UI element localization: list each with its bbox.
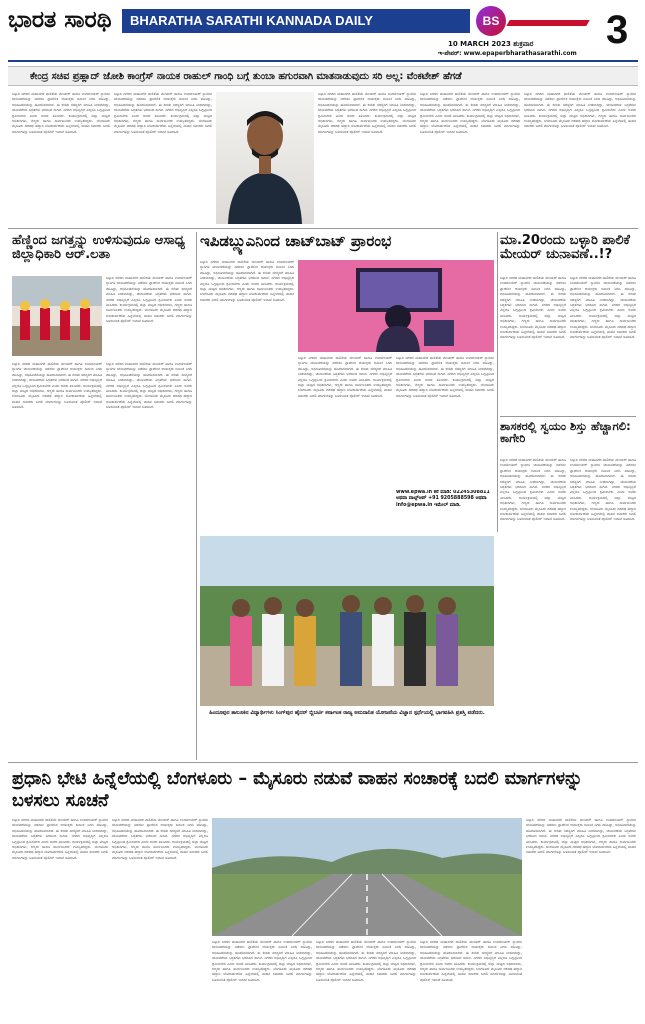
- masthead: [8, 6, 638, 58]
- dance-illustration: [12, 276, 102, 356]
- masthead-red-stripe: [506, 20, 589, 26]
- ilkal-article-body-1: ಬಳ್ಳಾರಿ ನಗರದ ಮಹಾನಗರ ಪಾಲಿಕೆಯ ಮೇಯರ್ ಹಾಗೂ ಉಪಮೇಯರ್ ಸ್ಥಾನಗಳ ಚುನಾವಣೆಯನ್ನು ನಡೆಸಲು ಪ್ರಾದೇಶಿಕ ಆಯುಕ್ತರು ದಿನಾಂಕ ನಿಗದಿ ಪಡಿಸಿದ್ದು, ಅಧಿಸೂಚನೆಯನ್ನು ಹೊರಡಿಸಲಾಗಿದೆ. ಈ ಕುರಿತು ಸದಸ್ಯರಿಗೆ ಮಾಹಿತಿ ನೀಡಲಾಗಿದ್ದು, ಚುನಾವಣೆಯ ಸಿದ್ಧತೆಗಳು ಭರದಿಂದ ಸಾಗಿವೆ. ನಗರದ ಅಭಿವೃದ್ಧಿಗೆ ಎಲ್ಲರೂ ಒಗ್ಗಟ್ಟಿನಿಂದ ಶ್ರಮಿಸಬೇಕು ಎಂದು ಅವರು ತಿಳಿಸಿದರು. ಕಾರ್ಯಕ್ರಮದಲ್ಲಿ ಜಿಲ್ಲಾ ಮಟ್ಟದ ಅಧಿಕಾರಿಗಳು, ಗಣ್ಯರು ಹಾಗೂ ಸಾರ್ವಜನಿಕರು ಉಪಸ್ಥಿತರಿದ್ದರು. ಬೆಂಗಳೂರು ಮೈಸೂರು ದಶಪಥ ಹೆದ್ದಾರಿ ಲೋಕಾರ್ಪಣೆಯ ಹಿನ್ನೆಲೆಯಲ್ಲಿ ವಾಹನ ಸವಾರರು ಬದಲಿ ಮಾರ್ಗಗಳನ್ನು ಬಳಸುವಂತೆ ಪೊಲೀಸ್ ಇಲಾಖೆ ಸೂಚಿಸಿದೆ.: [12, 362, 102, 410]
- chatbot-contact: www.epwa.in ಕರೆ ಮಾಡಿ: 02245308811 ಅಥವಾ ವಾಟ್ಸ್ಆಪ್ +91 9205888598 ಅಥವಾ info@epwa.in ಇಮೇಲ್ ಮಾಡಿ.: [396, 490, 490, 508]
- banner-article-col-3: ಬಳ್ಳಾರಿ ನಗರದ ಮಹಾನಗರ ಪಾಲಿಕೆಯ ಮೇಯರ್ ಹಾಗೂ ಉಪಮೇಯರ್ ಸ್ಥಾನಗಳ ಚುನಾವಣೆಯನ್ನು ನಡೆಸಲು ಪ್ರಾದೇಶಿಕ ಆಯುಕ್ತರು ದಿನಾಂಕ ನಿಗದಿ ಪಡಿಸಿದ್ದು, ಅಧಿಸೂಚನೆಯನ್ನು ಹೊರಡಿಸಲಾಗಿದೆ. ಈ ಕುರಿತು ಸದಸ್ಯರಿಗೆ ಮಾಹಿತಿ ನೀಡಲಾಗಿದ್ದು, ಚುನಾವಣೆಯ ಸಿದ್ಧತೆಗಳು ಭರದಿಂದ ಸಾಗಿವೆ. ನಗರದ ಅಭಿವೃದ್ಧಿಗೆ ಎಲ್ಲರೂ ಒಗ್ಗಟ್ಟಿನಿಂದ ಶ್ರಮಿಸಬೇಕು ಎಂದು ಅವರು ತಿಳಿಸಿದರು. ಕಾರ್ಯಕ್ರಮದಲ್ಲಿ ಜಿಲ್ಲಾ ಮಟ್ಟದ ಅಧಿಕಾರಿಗಳು, ಗಣ್ಯರು ಹಾಗೂ ಸಾರ್ವಜನಿಕರು ಉಪಸ್ಥಿತರಿದ್ದರು. ಬೆಂಗಳೂರು ಮೈಸೂರು ದಶಪಥ ಹೆದ್ದಾರಿ ಲೋಕಾರ್ಪಣೆಯ ಹಿನ್ನೆಲೆಯಲ್ಲಿ ವಾಹನ ಸವಾರರು ಬದಲಿ ಮಾರ್ಗಗಳನ್ನು ಬಳಸುವಂತೆ ಪೊಲೀಸ್ ಇಲಾಖೆ ಸೂಚಿಸಿದೆ.: [318, 92, 416, 134]
- highway-article-col-1: ಬಳ್ಳಾರಿ ನಗರದ ಮಹಾನಗರ ಪಾಲಿಕೆಯ ಮೇಯರ್ ಹಾಗೂ ಉಪಮೇಯರ್ ಸ್ಥಾನಗಳ ಚುನಾವಣೆಯನ್ನು ನಡೆಸಲು ಪ್ರಾದೇಶಿಕ ಆಯುಕ್ತರು ದಿನಾಂಕ ನಿಗದಿ ಪಡಿಸಿದ್ದು, ಅಧಿಸೂಚನೆಯನ್ನು ಹೊರಡಿಸಲಾಗಿದೆ. ಈ ಕುರಿತು ಸದಸ್ಯರಿಗೆ ಮಾಹಿತಿ ನೀಡಲಾಗಿದ್ದು, ಚುನಾವಣೆಯ ಸಿದ್ಧತೆಗಳು ಭರದಿಂದ ಸಾಗಿವೆ. ನಗರದ ಅಭಿವೃದ್ಧಿಗೆ ಎಲ್ಲರೂ ಒಗ್ಗಟ್ಟಿನಿಂದ ಶ್ರಮಿಸಬೇಕು ಎಂದು ಅವರು ತಿಳಿಸಿದರು. ಕಾರ್ಯಕ್ರಮದಲ್ಲಿ ಜಿಲ್ಲಾ ಮಟ್ಟದ ಅಧಿಕಾರಿಗಳು, ಗಣ್ಯರು ಹಾಗೂ ಸಾರ್ವಜನಿಕರು ಉಪಸ್ಥಿತರಿದ್ದರು. ಬೆಂಗಳೂರು ಮೈಸೂರು ದಶಪಥ ಹೆದ್ದಾರಿ ಲೋಕಾರ್ಪಣೆಯ ಹಿನ್ನೆಲೆಯಲ್ಲಿ ವಾಹನ ಸವಾರರು ಬದಲಿ ಮಾರ್ಗಗಳನ್ನು ಬಳಸುವಂತೆ ಪೊಲೀಸ್ ಇಲಾಖೆ ಸೂಚಿಸಿದೆ.: [12, 818, 108, 860]
- highway-article-col-6: ಬಳ್ಳಾರಿ ನಗರದ ಮಹಾನಗರ ಪಾಲಿಕೆಯ ಮೇಯರ್ ಹಾಗೂ ಉಪಮೇಯರ್ ಸ್ಥಾನಗಳ ಚುನಾವಣೆಯನ್ನು ನಡೆಸಲು ಪ್ರಾದೇಶಿಕ ಆಯುಕ್ತರು ದಿನಾಂಕ ನಿಗದಿ ಪಡಿಸಿದ್ದು, ಅಧಿಸೂಚನೆಯನ್ನು ಹೊರಡಿಸಲಾಗಿದೆ. ಈ ಕುರಿತು ಸದಸ್ಯರಿಗೆ ಮಾಹಿತಿ ನೀಡಲಾಗಿದ್ದು, ಚುನಾವಣೆಯ ಸಿದ್ಧತೆಗಳು ಭರದಿಂದ ಸಾಗಿವೆ. ನಗರದ ಅಭಿವೃದ್ಧಿಗೆ ಎಲ್ಲರೂ ಒಗ್ಗಟ್ಟಿನಿಂದ ಶ್ರಮಿಸಬೇಕು ಎಂದು ಅವರು ತಿಳಿಸಿದರು. ಕಾರ್ಯಕ್ರಮದಲ್ಲಿ ಜಿಲ್ಲಾ ಮಟ್ಟದ ಅಧಿಕಾರಿಗಳು, ಗಣ್ಯರು ಹಾಗೂ ಸಾರ್ವಜನಿಕರು ಉಪಸ್ಥಿತರಿದ್ದರು. ಬೆಂಗಳೂರು ಮೈಸೂರು ದಶಪಥ ಹೆದ್ದಾರಿ ಲೋಕಾರ್ಪಣೆಯ ಹಿನ್ನೆಲೆಯಲ್ಲಿ ವಾಹನ ಸವಾರರು ಬದಲಿ ಮಾರ್ಗಗಳನ್ನು ಬಳಸುವಂತೆ ಪೊಲೀಸ್ ಇಲಾಖೆ ಸೂಚಿಸಿದೆ.: [526, 818, 636, 855]
- mayor-article-col-1: ಬಳ್ಳಾರಿ ನಗರದ ಮಹಾನಗರ ಪಾಲಿಕೆಯ ಮೇಯರ್ ಹಾಗೂ ಉಪಮೇಯರ್ ಸ್ಥಾನಗಳ ಚುನಾವಣೆಯನ್ನು ನಡೆಸಲು ಪ್ರಾದೇಶಿಕ ಆಯುಕ್ತರು ದಿನಾಂಕ ನಿಗದಿ ಪಡಿಸಿದ್ದು, ಅಧಿಸೂಚನೆಯನ್ನು ಹೊರಡಿಸಲಾಗಿದೆ. ಈ ಕುರಿತು ಸದಸ್ಯರಿಗೆ ಮಾಹಿತಿ ನೀಡಲಾಗಿದ್ದು, ಚುನಾವಣೆಯ ಸಿದ್ಧತೆಗಳು ಭರದಿಂದ ಸಾಗಿವೆ. ನಗರದ ಅಭಿವೃದ್ಧಿಗೆ ಎಲ್ಲರೂ ಒಗ್ಗಟ್ಟಿನಿಂದ ಶ್ರಮಿಸಬೇಕು ಎಂದು ಅವರು ತಿಳಿಸಿದರು. ಕಾರ್ಯಕ್ರಮದಲ್ಲಿ ಜಿಲ್ಲಾ ಮಟ್ಟದ ಅಧಿಕಾರಿಗಳು, ಗಣ್ಯರು ಹಾಗೂ ಸಾರ್ವಜನಿಕರು ಉಪಸ್ಥಿತರಿದ್ದರು. ಬೆಂಗಳೂರು ಮೈಸೂರು ದಶಪಥ ಹೆದ್ದಾರಿ ಲೋಕಾರ್ಪಣೆಯ ಹಿನ್ನೆಲೆಯಲ್ಲಿ ವಾಹನ ಸವಾರರು ಬದಲಿ ಮಾರ್ಗಗಳನ್ನು ಬಳಸುವಂತೆ ಪೊಲೀಸ್ ಇಲಾಖೆ ಸೂಚಿಸಿದೆ.: [500, 276, 566, 340]
- masthead-logo: ಭಾರತ ಸಾರಥಿ: [8, 6, 112, 33]
- chatbot-article-col-2: ಬಳ್ಳಾರಿ ನಗರದ ಮಹಾನಗರ ಪಾಲಿಕೆಯ ಮೇಯರ್ ಹಾಗೂ ಉಪಮೇಯರ್ ಸ್ಥಾನಗಳ ಚುನಾವಣೆಯನ್ನು ನಡೆಸಲು ಪ್ರಾದೇಶಿಕ ಆಯುಕ್ತರು ದಿನಾಂಕ ನಿಗದಿ ಪಡಿಸಿದ್ದು, ಅಧಿಸೂಚನೆಯನ್ನು ಹೊರಡಿಸಲಾಗಿದೆ. ಈ ಕುರಿತು ಸದಸ್ಯರಿಗೆ ಮಾಹಿತಿ ನೀಡಲಾಗಿದ್ದು, ಚುನಾವಣೆಯ ಸಿದ್ಧತೆಗಳು ಭರದಿಂದ ಸಾಗಿವೆ. ನಗರದ ಅಭಿವೃದ್ಧಿಗೆ ಎಲ್ಲರೂ ಒಗ್ಗಟ್ಟಿನಿಂದ ಶ್ರಮಿಸಬೇಕು ಎಂದು ಅವರು ತಿಳಿಸಿದರು. ಕಾರ್ಯಕ್ರಮದಲ್ಲಿ ಜಿಲ್ಲಾ ಮಟ್ಟದ ಅಧಿಕಾರಿಗಳು, ಗಣ್ಯರು ಹಾಗೂ ಸಾರ್ವಜನಿಕರು ಉಪಸ್ಥಿತರಿದ್ದರು. ಬೆಂಗಳೂರು ಮೈಸೂರು ದಶಪಥ ಹೆದ್ದಾರಿ ಲೋಕಾರ್ಪಣೆಯ ಹಿನ್ನೆಲೆಯಲ್ಲಿ ವಾಹನ ಸವಾರರು ಬದಲಿ ಮಾರ್ಗಗಳನ್ನು ಬಳಸುವಂತೆ ಪೊಲೀಸ್ ಇಲಾಖೆ ಸೂಚಿಸಿದೆ.: [298, 356, 392, 398]
- highway-article-col-4: ಬಳ್ಳಾರಿ ನಗರದ ಮಹಾನಗರ ಪಾಲಿಕೆಯ ಮೇಯರ್ ಹಾಗೂ ಉಪಮೇಯರ್ ಸ್ಥಾನಗಳ ಚುನಾವಣೆಯನ್ನು ನಡೆಸಲು ಪ್ರಾದೇಶಿಕ ಆಯುಕ್ತರು ದಿನಾಂಕ ನಿಗದಿ ಪಡಿಸಿದ್ದು, ಅಧಿಸೂಚನೆಯನ್ನು ಹೊರಡಿಸಲಾಗಿದೆ. ಈ ಕುರಿತು ಸದಸ್ಯರಿಗೆ ಮಾಹಿತಿ ನೀಡಲಾಗಿದ್ದು, ಚುನಾವಣೆಯ ಸಿದ್ಧತೆಗಳು ಭರದಿಂದ ಸಾಗಿವೆ. ನಗರದ ಅಭಿವೃದ್ಧಿಗೆ ಎಲ್ಲರೂ ಒಗ್ಗಟ್ಟಿನಿಂದ ಶ್ರಮಿಸಬೇಕು ಎಂದು ಅವರು ತಿಳಿಸಿದರು. ಕಾರ್ಯಕ್ರಮದಲ್ಲಿ ಜಿಲ್ಲಾ ಮಟ್ಟದ ಅಧಿಕಾರಿಗಳು, ಗಣ್ಯರು ಹಾಗೂ ಸಾರ್ವಜನಿಕರು ಉಪಸ್ಥಿತರಿದ್ದರು. ಬೆಂಗಳೂರು ಮೈಸೂರು ದಶಪಥ ಹೆದ್ದಾರಿ ಲೋಕಾರ್ಪಣೆಯ ಹಿನ್ನೆಲೆಯಲ್ಲಿ ವಾಹನ ಸವಾರರು ಬದಲಿ ಮಾರ್ಗಗಳನ್ನು ಬಳಸುವಂತೆ ಪೊಲೀಸ್ ಇಲಾಖೆ ಸೂಚಿಸಿದೆ.: [316, 940, 416, 982]
- mla-article-col-2: ಬಳ್ಳಾರಿ ನಗರದ ಮಹಾನಗರ ಪಾಲಿಕೆಯ ಮೇಯರ್ ಹಾಗೂ ಉಪಮೇಯರ್ ಸ್ಥಾನಗಳ ಚುನಾವಣೆಯನ್ನು ನಡೆಸಲು ಪ್ರಾದೇಶಿಕ ಆಯುಕ್ತರು ದಿನಾಂಕ ನಿಗದಿ ಪಡಿಸಿದ್ದು, ಅಧಿಸೂಚನೆಯನ್ನು ಹೊರಡಿಸಲಾಗಿದೆ. ಈ ಕುರಿತು ಸದಸ್ಯರಿಗೆ ಮಾಹಿತಿ ನೀಡಲಾಗಿದ್ದು, ಚುನಾವಣೆಯ ಸಿದ್ಧತೆಗಳು ಭರದಿಂದ ಸಾಗಿವೆ. ನಗರದ ಅಭಿವೃದ್ಧಿಗೆ ಎಲ್ಲರೂ ಒಗ್ಗಟ್ಟಿನಿಂದ ಶ್ರಮಿಸಬೇಕು ಎಂದು ಅವರು ತಿಳಿಸಿದರು. ಕಾರ್ಯಕ್ರಮದಲ್ಲಿ ಜಿಲ್ಲಾ ಮಟ್ಟದ ಅಧಿಕಾರಿಗಳು, ಗಣ್ಯರು ಹಾಗೂ ಸಾರ್ವಜನಿಕರು ಉಪಸ್ಥಿತರಿದ್ದರು. ಬೆಂಗಳೂರು ಮೈಸೂರು ದಶಪಥ ಹೆದ್ದಾರಿ ಲೋಕಾರ್ಪಣೆಯ ಹಿನ್ನೆಲೆಯಲ್ಲಿ ವಾಹನ ಸವಾರರು ಬದಲಿ ಮಾರ್ಗಗಳನ್ನು ಬಳಸುವಂತೆ ಪೊಲೀಸ್ ಇಲಾಖೆ ಸೂಚಿಸಿದೆ.: [570, 458, 636, 522]
- ilkal-article-intro: ಬಳ್ಳಾರಿ ನಗರದ ಮಹಾನಗರ ಪಾಲಿಕೆಯ ಮೇಯರ್ ಹಾಗೂ ಉಪಮೇಯರ್ ಸ್ಥಾನಗಳ ಚುನಾವಣೆಯನ್ನು ನಡೆಸಲು ಪ್ರಾದೇಶಿಕ ಆಯುಕ್ತರು ದಿನಾಂಕ ನಿಗದಿ ಪಡಿಸಿದ್ದು, ಅಧಿಸೂಚನೆಯನ್ನು ಹೊರಡಿಸಲಾಗಿದೆ. ಈ ಕುರಿತು ಸದಸ್ಯರಿಗೆ ಮಾಹಿತಿ ನೀಡಲಾಗಿದ್ದು, ಚುನಾವಣೆಯ ಸಿದ್ಧತೆಗಳು ಭರದಿಂದ ಸಾಗಿವೆ. ನಗರದ ಅಭಿವೃದ್ಧಿಗೆ ಎಲ್ಲರೂ ಒಗ್ಗಟ್ಟಿನಿಂದ ಶ್ರಮಿಸಬೇಕು ಎಂದು ಅವರು ತಿಳಿಸಿದರು. ಕಾರ್ಯಕ್ರಮದಲ್ಲಿ ಜಿಲ್ಲಾ ಮಟ್ಟದ ಅಧಿಕಾರಿಗಳು, ಗಣ್ಯರು ಹಾಗೂ ಸಾರ್ವಜನಿಕರು ಉಪಸ್ಥಿತರಿದ್ದರು. ಬೆಂಗಳೂರು ಮೈಸೂರು ದಶಪಥ ಹೆದ್ದಾರಿ ಲೋಕಾರ್ಪಣೆಯ ಹಿನ್ನೆಲೆಯಲ್ಲಿ ವಾಹನ ಸವಾರರು ಬದಲಿ ಮಾರ್ಗಗಳನ್ನು ಬಳಸುವಂತೆ ಪೊಲೀಸ್ ಇಲಾಖೆ ಸೂಚಿಸಿದೆ.: [106, 276, 192, 324]
- highway-article-col-5: ಬಳ್ಳಾರಿ ನಗರದ ಮಹಾನಗರ ಪಾಲಿಕೆಯ ಮೇಯರ್ ಹಾಗೂ ಉಪಮೇಯರ್ ಸ್ಥಾನಗಳ ಚುನಾವಣೆಯನ್ನು ನಡೆಸಲು ಪ್ರಾದೇಶಿಕ ಆಯುಕ್ತರು ದಿನಾಂಕ ನಿಗದಿ ಪಡಿಸಿದ್ದು, ಅಧಿಸೂಚನೆಯನ್ನು ಹೊರಡಿಸಲಾಗಿದೆ. ಈ ಕುರಿತು ಸದಸ್ಯರಿಗೆ ಮಾಹಿತಿ ನೀಡಲಾಗಿದ್ದು, ಚುನಾವಣೆಯ ಸಿದ್ಧತೆಗಳು ಭರದಿಂದ ಸಾಗಿವೆ. ನಗರದ ಅಭಿವೃದ್ಧಿಗೆ ಎಲ್ಲರೂ ಒಗ್ಗಟ್ಟಿನಿಂದ ಶ್ರಮಿಸಬೇಕು ಎಂದು ಅವರು ತಿಳಿಸಿದರು. ಕಾರ್ಯಕ್ರಮದಲ್ಲಿ ಜಿಲ್ಲಾ ಮಟ್ಟದ ಅಧಿಕಾರಿಗಳು, ಗಣ್ಯರು ಹಾಗೂ ಸಾರ್ವಜನಿಕರು ಉಪಸ್ಥಿತರಿದ್ದರು. ಬೆಂಗಳೂರು ಮೈಸೂರು ದಶಪಥ ಹೆದ್ದಾರಿ ಲೋಕಾರ್ಪಣೆಯ ಹಿನ್ನೆಲೆಯಲ್ಲಿ ವಾಹನ ಸವಾರರು ಬದಲಿ ಮಾರ್ಗಗಳನ್ನು ಬಳಸುವಂತೆ ಪೊಲೀಸ್ ಇಲಾಖೆ ಸೂಚಿಸಿದೆ.: [420, 940, 522, 982]
- chatbot-photo: [298, 260, 494, 352]
- group-photo-caption: ಹಿಂದೂಪುರ ತಾಲೂಕಿನ ವಿದ್ಯಾರ್ಥಿಗಳು ಸಿಂಗ್‌ಪುರ ಹೈದರ್ ಬ್ಲಿಬರ್ಟಿ ಕರ್ನಾಟಕ ರಾಜ್ಯ ಅನುದಾನಿತ ಯೋಜನೆಯ ವಿಜ್ಞಾನ ಸ್ಪರ್ಧೆಯಲ್ಲಿ ಭಾಗವಹಿಸಿ ಪ್ರಶಸ್ತಿ ಪಡೆದರು.: [209, 710, 485, 716]
- right-col-divider: [497, 232, 498, 532]
- left-col-divider: [196, 232, 197, 760]
- brand-badge-text: BS: [482, 14, 500, 28]
- mla-article-col-1: ಬಳ್ಳಾರಿ ನಗರದ ಮಹಾನಗರ ಪಾಲಿಕೆಯ ಮೇಯರ್ ಹಾಗೂ ಉಪಮೇಯರ್ ಸ್ಥಾನಗಳ ಚುನಾವಣೆಯನ್ನು ನಡೆಸಲು ಪ್ರಾದೇಶಿಕ ಆಯುಕ್ತರು ದಿನಾಂಕ ನಿಗದಿ ಪಡಿಸಿದ್ದು, ಅಧಿಸೂಚನೆಯನ್ನು ಹೊರಡಿಸಲಾಗಿದೆ. ಈ ಕುರಿತು ಸದಸ್ಯರಿಗೆ ಮಾಹಿತಿ ನೀಡಲಾಗಿದ್ದು, ಚುನಾವಣೆಯ ಸಿದ್ಧತೆಗಳು ಭರದಿಂದ ಸಾಗಿವೆ. ನಗರದ ಅಭಿವೃದ್ಧಿಗೆ ಎಲ್ಲರೂ ಒಗ್ಗಟ್ಟಿನಿಂದ ಶ್ರಮಿಸಬೇಕು ಎಂದು ಅವರು ತಿಳಿಸಿದರು. ಕಾರ್ಯಕ್ರಮದಲ್ಲಿ ಜಿಲ್ಲಾ ಮಟ್ಟದ ಅಧಿಕಾರಿಗಳು, ಗಣ್ಯರು ಹಾಗೂ ಸಾರ್ವಜನಿಕರು ಉಪಸ್ಥಿತರಿದ್ದರು. ಬೆಂಗಳೂರು ಮೈಸೂರು ದಶಪಥ ಹೆದ್ದಾರಿ ಲೋಕಾರ್ಪಣೆಯ ಹಿನ್ನೆಲೆಯಲ್ಲಿ ವಾಹನ ಸವಾರರು ಬದಲಿ ಮಾರ್ಗಗಳನ್ನು ಬಳಸುವಂತೆ ಪೊಲೀಸ್ ಇಲಾಖೆ ಸೂಚಿಸಿದೆ.: [500, 458, 566, 522]
- banner-article-col-5: ಬಳ್ಳಾರಿ ನಗರದ ಮಹಾನಗರ ಪಾಲಿಕೆಯ ಮೇಯರ್ ಹಾಗೂ ಉಪಮೇಯರ್ ಸ್ಥಾನಗಳ ಚುನಾವಣೆಯನ್ನು ನಡೆಸಲು ಪ್ರಾದೇಶಿಕ ಆಯುಕ್ತರು ದಿನಾಂಕ ನಿಗದಿ ಪಡಿಸಿದ್ದು, ಅಧಿಸೂಚನೆಯನ್ನು ಹೊರಡಿಸಲಾಗಿದೆ. ಈ ಕುರಿತು ಸದಸ್ಯರಿಗೆ ಮಾಹಿತಿ ನೀಡಲಾಗಿದ್ದು, ಚುನಾವಣೆಯ ಸಿದ್ಧತೆಗಳು ಭರದಿಂದ ಸಾಗಿವೆ. ನಗರದ ಅಭಿವೃದ್ಧಿಗೆ ಎಲ್ಲರೂ ಒಗ್ಗಟ್ಟಿನಿಂದ ಶ್ರಮಿಸಬೇಕು ಎಂದು ಅವರು ತಿಳಿಸಿದರು. ಕಾರ್ಯಕ್ರಮದಲ್ಲಿ ಜಿಲ್ಲಾ ಮಟ್ಟದ ಅಧಿಕಾರಿಗಳು, ಗಣ್ಯರು ಹಾಗೂ ಸಾರ್ವಜನಿಕರು ಉಪಸ್ಥಿತರಿದ್ದರು. ಬೆಂಗಳೂರು ಮೈಸೂರು ದಶಪಥ ಹೆದ್ದಾರಿ ಲೋಕಾರ್ಪಣೆಯ ಹಿನ್ನೆಲೆಯಲ್ಲಿ ವಾಹನ ಸವಾರರು ಬದಲಿ ಮಾರ್ಗಗಳನ್ನು ಬಳಸುವಂತೆ ಪೊಲೀಸ್ ಇಲಾಖೆ ಸೂಚಿಸಿದೆ.: [524, 92, 636, 129]
- chatbot-illustration: [298, 260, 494, 352]
- chatbot-headline: ಇಪಿಡಬ್ಲ್ಯುಎನಿಂದ ಚಾಟ್‌ಬಾಟ್ ಪ್ರಾರಂಭ: [200, 234, 392, 250]
- banner-headline-box: [8, 66, 638, 86]
- banner-article-col-4: ಬಳ್ಳಾರಿ ನಗರದ ಮಹಾನಗರ ಪಾಲಿಕೆಯ ಮೇಯರ್ ಹಾಗೂ ಉಪಮೇಯರ್ ಸ್ಥಾನಗಳ ಚುನಾವಣೆಯನ್ನು ನಡೆಸಲು ಪ್ರಾದೇಶಿಕ ಆಯುಕ್ತರು ದಿನಾಂಕ ನಿಗದಿ ಪಡಿಸಿದ್ದು, ಅಧಿಸೂಚನೆಯನ್ನು ಹೊರಡಿಸಲಾಗಿದೆ. ಈ ಕುರಿತು ಸದಸ್ಯರಿಗೆ ಮಾಹಿತಿ ನೀಡಲಾಗಿದ್ದು, ಚುನಾವಣೆಯ ಸಿದ್ಧತೆಗಳು ಭರದಿಂದ ಸಾಗಿವೆ. ನಗರದ ಅಭಿವೃದ್ಧಿಗೆ ಎಲ್ಲರೂ ಒಗ್ಗಟ್ಟಿನಿಂದ ಶ್ರಮಿಸಬೇಕು ಎಂದು ಅವರು ತಿಳಿಸಿದರು. ಕಾರ್ಯಕ್ರಮದಲ್ಲಿ ಜಿಲ್ಲಾ ಮಟ್ಟದ ಅಧಿಕಾರಿಗಳು, ಗಣ್ಯರು ಹಾಗೂ ಸಾರ್ವಜನಿಕರು ಉಪಸ್ಥಿತರಿದ್ದರು. ಬೆಂಗಳೂರು ಮೈಸೂರು ದಶಪಥ ಹೆದ್ದಾರಿ ಲೋಕಾರ್ಪಣೆಯ ಹಿನ್ನೆಲೆಯಲ್ಲಿ ವಾಹನ ಸವಾರರು ಬದಲಿ ಮಾರ್ಗಗಳನ್ನು ಬಳಸುವಂತೆ ಪೊಲೀಸ್ ಇಲಾಖೆ ಸೂಚಿಸಿದೆ.: [420, 92, 520, 134]
- highway-illustration: [212, 818, 522, 936]
- banner-article-col-2: ಬಳ್ಳಾರಿ ನಗರದ ಮಹಾನಗರ ಪಾಲಿಕೆಯ ಮೇಯರ್ ಹಾಗೂ ಉಪಮೇಯರ್ ಸ್ಥಾನಗಳ ಚುನಾವಣೆಯನ್ನು ನಡೆಸಲು ಪ್ರಾದೇಶಿಕ ಆಯುಕ್ತರು ದಿನಾಂಕ ನಿಗದಿ ಪಡಿಸಿದ್ದು, ಅಧಿಸೂಚನೆಯನ್ನು ಹೊರಡಿಸಲಾಗಿದೆ. ಈ ಕುರಿತು ಸದಸ್ಯರಿಗೆ ಮಾಹಿತಿ ನೀಡಲಾಗಿದ್ದು, ಚುನಾವಣೆಯ ಸಿದ್ಧತೆಗಳು ಭರದಿಂದ ಸಾಗಿವೆ. ನಗರದ ಅಭಿವೃದ್ಧಿಗೆ ಎಲ್ಲರೂ ಒಗ್ಗಟ್ಟಿನಿಂದ ಶ್ರಮಿಸಬೇಕು ಎಂದು ಅವರು ತಿಳಿಸಿದರು. ಕಾರ್ಯಕ್ರಮದಲ್ಲಿ ಜಿಲ್ಲಾ ಮಟ್ಟದ ಅಧಿಕಾರಿಗಳು, ಗಣ್ಯರು ಹಾಗೂ ಸಾರ್ವಜನಿಕರು ಉಪಸ್ಥಿತರಿದ್ದರು. ಬೆಂಗಳೂರು ಮೈಸೂರು ದಶಪಥ ಹೆದ್ದಾರಿ ಲೋಕಾರ್ಪಣೆಯ ಹಿನ್ನೆಲೆಯಲ್ಲಿ ವಾಹನ ಸವಾರರು ಬದಲಿ ಮಾರ್ಗಗಳನ್ನು ಬಳಸುವಂತೆ ಪೊಲೀಸ್ ಇಲಾಖೆ ಸೂಚಿಸಿದೆ.: [114, 92, 212, 134]
- dance-photo: [12, 276, 102, 356]
- masthead-divider: [8, 60, 638, 62]
- group-photo: [200, 536, 494, 706]
- section-divider-1: [8, 228, 638, 229]
- highway-headline: ಪ್ರಧಾನಿ ಭೇಟಿ ಹಿನ್ನೆಲೆಯಲ್ಲಿ ಬೆಂಗಳೂರು – ಮೈಸೂರು ನಡುವೆ ವಾಹನ ಸಂಚಾರಕ್ಕೆ ಬದಲಿ ಮಾರ್ಗಗಳನ್ನು ಬಳಸಲು ಸೂಚನೆ: [12, 769, 583, 811]
- highway-article-col-2: ಬಳ್ಳಾರಿ ನಗರದ ಮಹಾನಗರ ಪಾಲಿಕೆಯ ಮೇಯರ್ ಹಾಗೂ ಉಪಮೇಯರ್ ಸ್ಥಾನಗಳ ಚುನಾವಣೆಯನ್ನು ನಡೆಸಲು ಪ್ರಾದೇಶಿಕ ಆಯುಕ್ತರು ದಿನಾಂಕ ನಿಗದಿ ಪಡಿಸಿದ್ದು, ಅಧಿಸೂಚನೆಯನ್ನು ಹೊರಡಿಸಲಾಗಿದೆ. ಈ ಕುರಿತು ಸದಸ್ಯರಿಗೆ ಮಾಹಿತಿ ನೀಡಲಾಗಿದ್ದು, ಚುನಾವಣೆಯ ಸಿದ್ಧತೆಗಳು ಭರದಿಂದ ಸಾಗಿವೆ. ನಗರದ ಅಭಿವೃದ್ಧಿಗೆ ಎಲ್ಲರೂ ಒಗ್ಗಟ್ಟಿನಿಂದ ಶ್ರಮಿಸಬೇಕು ಎಂದು ಅವರು ತಿಳಿಸಿದರು. ಕಾರ್ಯಕ್ರಮದಲ್ಲಿ ಜಿಲ್ಲಾ ಮಟ್ಟದ ಅಧಿಕಾರಿಗಳು, ಗಣ್ಯರು ಹಾಗೂ ಸಾರ್ವಜನಿಕರು ಉಪಸ್ಥಿತರಿದ್ದರು. ಬೆಂಗಳೂರು ಮೈಸೂರು ದಶಪಥ ಹೆದ್ದಾರಿ ಲೋಕಾರ್ಪಣೆಯ ಹಿನ್ನೆಲೆಯಲ್ಲಿ ವಾಹನ ಸವಾರರು ಬದಲಿ ಮಾರ್ಗಗಳನ್ನು ಬಳಸುವಂತೆ ಪೊಲೀಸ್ ಇಲಾಖೆ ಸೂಚಿಸಿದೆ.: [112, 818, 208, 860]
- group-photo-illustration: [200, 536, 494, 706]
- mla-headline: ಶಾಸಕರಲ್ಲಿ ಸ್ವಯಂ ಶಿಸ್ತು ಹೆಚ್ಚಾಗಲಿ: ಕಾಗೇರಿ: [500, 420, 631, 446]
- date-line: 10 MARCH 2023 ಶುಕ್ರವಾರ: [448, 40, 534, 48]
- portrait-illustration: [216, 92, 314, 224]
- ilkal-headline: ಹೆಣ್ಣಿಂದ ಜಗತ್ತನ್ನು ಉಳಿಸುವುದೂ ಆಸಾಧ್ಯ ಜಿಲ್ಲಾಧಿಕಾರಿ ಆರ್.ಲತಾ: [12, 234, 185, 262]
- mayor-headline: ಮಾ.20ರಂದು ಬಳ್ಳಾರಿ ಪಾಲಿಕೆ ಮೇಯರ್ ಚುನಾವಣೆ..!?: [500, 234, 630, 262]
- mayor-divider: [500, 416, 636, 417]
- section-divider-2: [8, 762, 638, 763]
- mayor-article-col-2: ಬಳ್ಳಾರಿ ನಗರದ ಮಹಾನಗರ ಪಾಲಿಕೆಯ ಮೇಯರ್ ಹಾಗೂ ಉಪಮೇಯರ್ ಸ್ಥಾನಗಳ ಚುನಾವಣೆಯನ್ನು ನಡೆಸಲು ಪ್ರಾದೇಶಿಕ ಆಯುಕ್ತರು ದಿನಾಂಕ ನಿಗದಿ ಪಡಿಸಿದ್ದು, ಅಧಿಸೂಚನೆಯನ್ನು ಹೊರಡಿಸಲಾಗಿದೆ. ಈ ಕುರಿತು ಸದಸ್ಯರಿಗೆ ಮಾಹಿತಿ ನೀಡಲಾಗಿದ್ದು, ಚುನಾವಣೆಯ ಸಿದ್ಧತೆಗಳು ಭರದಿಂದ ಸಾಗಿವೆ. ನಗರದ ಅಭಿವೃದ್ಧಿಗೆ ಎಲ್ಲರೂ ಒಗ್ಗಟ್ಟಿನಿಂದ ಶ್ರಮಿಸಬೇಕು ಎಂದು ಅವರು ತಿಳಿಸಿದರು. ಕಾರ್ಯಕ್ರಮದಲ್ಲಿ ಜಿಲ್ಲಾ ಮಟ್ಟದ ಅಧಿಕಾರಿಗಳು, ಗಣ್ಯರು ಹಾಗೂ ಸಾರ್ವಜನಿಕರು ಉಪಸ್ಥಿತರಿದ್ದರು. ಬೆಂಗಳೂರು ಮೈಸೂರು ದಶಪಥ ಹೆದ್ದಾರಿ ಲೋಕಾರ್ಪಣೆಯ ಹಿನ್ನೆಲೆಯಲ್ಲಿ ವಾಹನ ಸವಾರರು ಬದಲಿ ಮಾರ್ಗಗಳನ್ನು ಬಳಸುವಂತೆ ಪೊಲೀಸ್ ಇಲಾಖೆ ಸೂಚಿಸಿದೆ.: [570, 276, 636, 340]
- chatbot-article-col-3: ಬಳ್ಳಾರಿ ನಗರದ ಮಹಾನಗರ ಪಾಲಿಕೆಯ ಮೇಯರ್ ಹಾಗೂ ಉಪಮೇಯರ್ ಸ್ಥಾನಗಳ ಚುನಾವಣೆಯನ್ನು ನಡೆಸಲು ಪ್ರಾದೇಶಿಕ ಆಯುಕ್ತರು ದಿನಾಂಕ ನಿಗದಿ ಪಡಿಸಿದ್ದು, ಅಧಿಸೂಚನೆಯನ್ನು ಹೊರಡಿಸಲಾಗಿದೆ. ಈ ಕುರಿತು ಸದಸ್ಯರಿಗೆ ಮಾಹಿತಿ ನೀಡಲಾಗಿದ್ದು, ಚುನಾವಣೆಯ ಸಿದ್ಧತೆಗಳು ಭರದಿಂದ ಸಾಗಿವೆ. ನಗರದ ಅಭಿವೃದ್ಧಿಗೆ ಎಲ್ಲರೂ ಒಗ್ಗಟ್ಟಿನಿಂದ ಶ್ರಮಿಸಬೇಕು ಎಂದು ಅವರು ತಿಳಿಸಿದರು. ಕಾರ್ಯಕ್ರಮದಲ್ಲಿ ಜಿಲ್ಲಾ ಮಟ್ಟದ ಅಧಿಕಾರಿಗಳು, ಗಣ್ಯರು ಹಾಗೂ ಸಾರ್ವಜನಿಕರು ಉಪಸ್ಥಿತರಿದ್ದರು. ಬೆಂಗಳೂರು ಮೈಸೂರು ದಶಪಥ ಹೆದ್ದಾರಿ ಲೋಕಾರ್ಪಣೆಯ ಹಿನ್ನೆಲೆಯಲ್ಲಿ ವಾಹನ ಸವಾರರು ಬದಲಿ ಮಾರ್ಗಗಳನ್ನು ಬಳಸುವಂತೆ ಪೊಲೀಸ್ ಇಲಾಖೆ ಸೂಚಿಸಿದೆ.: [396, 356, 494, 398]
- highway-photo: [212, 818, 522, 936]
- website-link[interactable]: ಇ-ಪೇಪರ್: www.epaperbharathasarathi.com: [438, 50, 577, 57]
- masthead-english-name: BHARATHA SARATHI KANNADA DAILY: [122, 9, 470, 33]
- brand-badge: [476, 6, 506, 36]
- chatbot-article-col-1: ಬಳ್ಳಾರಿ ನಗರದ ಮಹಾನಗರ ಪಾಲಿಕೆಯ ಮೇಯರ್ ಹಾಗೂ ಉಪಮೇಯರ್ ಸ್ಥಾನಗಳ ಚುನಾವಣೆಯನ್ನು ನಡೆಸಲು ಪ್ರಾದೇಶಿಕ ಆಯುಕ್ತರು ದಿನಾಂಕ ನಿಗದಿ ಪಡಿಸಿದ್ದು, ಅಧಿಸೂಚನೆಯನ್ನು ಹೊರಡಿಸಲಾಗಿದೆ. ಈ ಕುರಿತು ಸದಸ್ಯರಿಗೆ ಮಾಹಿತಿ ನೀಡಲಾಗಿದ್ದು, ಚುನಾವಣೆಯ ಸಿದ್ಧತೆಗಳು ಭರದಿಂದ ಸಾಗಿವೆ. ನಗರದ ಅಭಿವೃದ್ಧಿಗೆ ಎಲ್ಲರೂ ಒಗ್ಗಟ್ಟಿನಿಂದ ಶ್ರಮಿಸಬೇಕು ಎಂದು ಅವರು ತಿಳಿಸಿದರು. ಕಾರ್ಯಕ್ರಮದಲ್ಲಿ ಜಿಲ್ಲಾ ಮಟ್ಟದ ಅಧಿಕಾರಿಗಳು, ಗಣ್ಯರು ಹಾಗೂ ಸಾರ್ವಜನಿಕರು ಉಪಸ್ಥಿತರಿದ್ದರು. ಬೆಂಗಳೂರು ಮೈಸೂರು ದಶಪಥ ಹೆದ್ದಾರಿ ಲೋಕಾರ್ಪಣೆಯ ಹಿನ್ನೆಲೆಯಲ್ಲಿ ವಾಹನ ಸವಾರರು ಬದಲಿ ಮಾರ್ಗಗಳನ್ನು ಬಳಸುವಂತೆ ಪೊಲೀಸ್ ಇಲಾಖೆ ಸೂಚಿಸಿದೆ.: [200, 260, 294, 302]
- ilkal-article-body-2: ಬಳ್ಳಾರಿ ನಗರದ ಮಹಾನಗರ ಪಾಲಿಕೆಯ ಮೇಯರ್ ಹಾಗೂ ಉಪಮೇಯರ್ ಸ್ಥಾನಗಳ ಚುನಾವಣೆಯನ್ನು ನಡೆಸಲು ಪ್ರಾದೇಶಿಕ ಆಯುಕ್ತರು ದಿನಾಂಕ ನಿಗದಿ ಪಡಿಸಿದ್ದು, ಅಧಿಸೂಚನೆಯನ್ನು ಹೊರಡಿಸಲಾಗಿದೆ. ಈ ಕುರಿತು ಸದಸ್ಯರಿಗೆ ಮಾಹಿತಿ ನೀಡಲಾಗಿದ್ದು, ಚುನಾವಣೆಯ ಸಿದ್ಧತೆಗಳು ಭರದಿಂದ ಸಾಗಿವೆ. ನಗರದ ಅಭಿವೃದ್ಧಿಗೆ ಎಲ್ಲರೂ ಒಗ್ಗಟ್ಟಿನಿಂದ ಶ್ರಮಿಸಬೇಕು ಎಂದು ಅವರು ತಿಳಿಸಿದರು. ಕಾರ್ಯಕ್ರಮದಲ್ಲಿ ಜಿಲ್ಲಾ ಮಟ್ಟದ ಅಧಿಕಾರಿಗಳು, ಗಣ್ಯರು ಹಾಗೂ ಸಾರ್ವಜನಿಕರು ಉಪಸ್ಥಿತರಿದ್ದರು. ಬೆಂಗಳೂರು ಮೈಸೂರು ದಶಪಥ ಹೆದ್ದಾರಿ ಲೋಕಾರ್ಪಣೆಯ ಹಿನ್ನೆಲೆಯಲ್ಲಿ ವಾಹನ ಸವಾರರು ಬದಲಿ ಮಾರ್ಗಗಳನ್ನು ಬಳಸುವಂತೆ ಪೊಲೀಸ್ ಇಲಾಖೆ ಸೂಚಿಸಿದೆ.: [106, 362, 192, 410]
- page-number: 3: [606, 8, 629, 52]
- banner-article-col-1: ಬಳ್ಳಾರಿ ನಗರದ ಮಹಾನಗರ ಪಾಲಿಕೆಯ ಮೇಯರ್ ಹಾಗೂ ಉಪಮೇಯರ್ ಸ್ಥಾನಗಳ ಚುನಾವಣೆಯನ್ನು ನಡೆಸಲು ಪ್ರಾದೇಶಿಕ ಆಯುಕ್ತರು ದಿನಾಂಕ ನಿಗದಿ ಪಡಿಸಿದ್ದು, ಅಧಿಸೂಚನೆಯನ್ನು ಹೊರಡಿಸಲಾಗಿದೆ. ಈ ಕುರಿತು ಸದಸ್ಯರಿಗೆ ಮಾಹಿತಿ ನೀಡಲಾಗಿದ್ದು, ಚುನಾವಣೆಯ ಸಿದ್ಧತೆಗಳು ಭರದಿಂದ ಸಾಗಿವೆ. ನಗರದ ಅಭಿವೃದ್ಧಿಗೆ ಎಲ್ಲರೂ ಒಗ್ಗಟ್ಟಿನಿಂದ ಶ್ರಮಿಸಬೇಕು ಎಂದು ಅವರು ತಿಳಿಸಿದರು. ಕಾರ್ಯಕ್ರಮದಲ್ಲಿ ಜಿಲ್ಲಾ ಮಟ್ಟದ ಅಧಿಕಾರಿಗಳು, ಗಣ್ಯರು ಹಾಗೂ ಸಾರ್ವಜನಿಕರು ಉಪಸ್ಥಿತರಿದ್ದರು. ಬೆಂಗಳೂರು ಮೈಸೂರು ದಶಪಥ ಹೆದ್ದಾರಿ ಲೋಕಾರ್ಪಣೆಯ ಹಿನ್ನೆಲೆಯಲ್ಲಿ ವಾಹನ ಸವಾರರು ಬದಲಿ ಮಾರ್ಗಗಳನ್ನು ಬಳಸುವಂತೆ ಪೊಲೀಸ್ ಇಲಾಖೆ ಸೂಚಿಸಿದೆ.: [12, 92, 110, 134]
- banner-headline: ಕೇಂದ್ರ ಸಚಿವ ಪ್ರಹ್ಲಾದ್ ಜೋಶಿ ಕಾಂಗ್ರೆಸ್ ನಾಯಕ ರಾಹುಲ್ ಗಾಂಧಿ ಬಗ್ಗೆ ತುಂಬಾ ಹಗುರವಾಗಿ ಮಾತನಾಡುವುದು ಸರಿ ಅಲ್ಲ: ವೆಂಕಟೇಶ್ ಹೆಗಡೆ: [30, 71, 462, 82]
- portrait-photo: [216, 92, 314, 224]
- highway-article-col-3: ಬಳ್ಳಾರಿ ನಗರದ ಮಹಾನಗರ ಪಾಲಿಕೆಯ ಮೇಯರ್ ಹಾಗೂ ಉಪಮೇಯರ್ ಸ್ಥಾನಗಳ ಚುನಾವಣೆಯನ್ನು ನಡೆಸಲು ಪ್ರಾದೇಶಿಕ ಆಯುಕ್ತರು ದಿನಾಂಕ ನಿಗದಿ ಪಡಿಸಿದ್ದು, ಅಧಿಸೂಚನೆಯನ್ನು ಹೊರಡಿಸಲಾಗಿದೆ. ಈ ಕುರಿತು ಸದಸ್ಯರಿಗೆ ಮಾಹಿತಿ ನೀಡಲಾಗಿದ್ದು, ಚುನಾವಣೆಯ ಸಿದ್ಧತೆಗಳು ಭರದಿಂದ ಸಾಗಿವೆ. ನಗರದ ಅಭಿವೃದ್ಧಿಗೆ ಎಲ್ಲರೂ ಒಗ್ಗಟ್ಟಿನಿಂದ ಶ್ರಮಿಸಬೇಕು ಎಂದು ಅವರು ತಿಳಿಸಿದರು. ಕಾರ್ಯಕ್ರಮದಲ್ಲಿ ಜಿಲ್ಲಾ ಮಟ್ಟದ ಅಧಿಕಾರಿಗಳು, ಗಣ್ಯರು ಹಾಗೂ ಸಾರ್ವಜನಿಕರು ಉಪಸ್ಥಿತರಿದ್ದರು. ಬೆಂಗಳೂರು ಮೈಸೂರು ದಶಪಥ ಹೆದ್ದಾರಿ ಲೋಕಾರ್ಪಣೆಯ ಹಿನ್ನೆಲೆಯಲ್ಲಿ ವಾಹನ ಸವಾರರು ಬದಲಿ ಮಾರ್ಗಗಳನ್ನು ಬಳಸುವಂತೆ ಪೊಲೀಸ್ ಇಲಾಖೆ ಸೂಚಿಸಿದೆ.: [212, 940, 312, 982]
